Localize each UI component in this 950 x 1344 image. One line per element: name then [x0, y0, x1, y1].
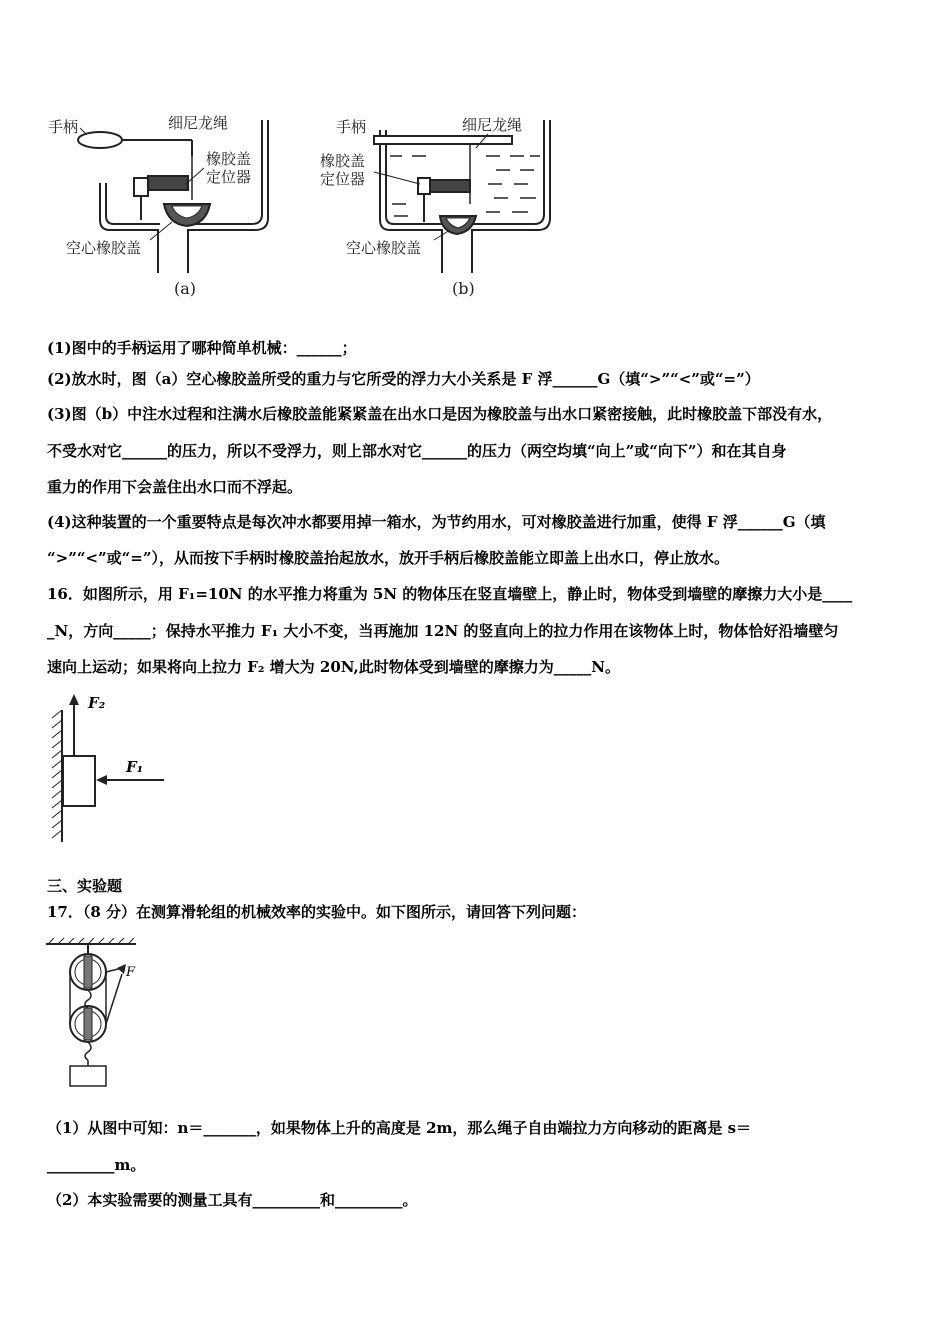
q15-part1: (1)图中的手柄运用了哪种简单机械：______； — [47, 339, 357, 357]
fig-b-rope-label: 细尼龙绳 — [462, 116, 523, 134]
fig-b-cap-label: 空心橡胶盖 — [346, 239, 422, 257]
fig-a-cap-label: 空心橡胶盖 — [66, 239, 142, 257]
free-rope-end — [106, 974, 122, 1024]
weight-block — [70, 1066, 106, 1086]
wall-block-figure — [40, 688, 180, 848]
f2-label: F₂ — [88, 694, 106, 712]
q15-part3-line2: 不受水对它______的压力，所以不受浮力，则上部水对它______的压力（两空均填“向上”或“向下”）和在其自身 — [47, 442, 787, 460]
fig-b-positioner-label-2: 定位器 — [320, 170, 366, 188]
q17-part2: （2）本实验需要的测量工具有_________和_________。 — [47, 1191, 418, 1209]
pulley-figure — [40, 934, 150, 1094]
pulley-diagram — [40, 934, 150, 1094]
block — [63, 756, 95, 806]
q15-part3-line3: 重力的作用下会盖住出水口而不浮起。 — [47, 478, 303, 496]
q15-part2: (2)放水时，图（a）空心橡胶盖所受的重力与它所受的浮力大小关系是 F 浮______G（填“>”“<”或“=”） — [47, 370, 760, 388]
q15-part4-line2: “>”“<”或“=”），从而按下手柄时橡胶盖抬起放水，放开手柄后橡胶盖能立即盖上出水口，停止放水。 — [47, 549, 729, 567]
wall-block-diagram — [40, 688, 180, 848]
fig-b-handle-label: 手柄 — [336, 118, 367, 136]
q15-part3-line1: (3)图（b）中注水过程和注满水后橡胶盖能紧紧盖在出水口是因为橡胶盖与出水口紧密接触，此时橡胶盖下部没有水， — [47, 405, 833, 423]
fig-a-handle-label: 手柄 — [48, 118, 79, 136]
pulley-f-label: F — [126, 965, 136, 980]
q15-part4-line1: (4)这种装置的一个重要特点是每次冲水都要用掉一箱水，为节约用水，可对橡胶盖进行加重，使得 F 浮______G（填 — [47, 513, 826, 531]
fig-a-positioner-label-2: 定位器 — [206, 168, 252, 186]
fig-b-caption: (b) — [452, 279, 475, 298]
q17-intro: 17．（8 分）在测算滑轮组的机械效率的实验中。如下图所示，请回答下列问题： — [47, 903, 587, 921]
f1-label: F₁ — [126, 758, 144, 776]
section3-title: 三、实验题 — [47, 877, 123, 895]
q16-line1: 16．如图所示，用 F₁=10N 的水平推力将重为 5N 的物体压在竖直墙壁上，静止时，物体受到墙壁的摩擦力大小是____ — [47, 585, 853, 603]
q17-part1-line2: _________m。 — [47, 1156, 146, 1174]
q17-part1-line1: （1）从图中可知：n＝_______，如果物体上升的高度是 2m，那么绳子自由端拉力方向移动的距离是 s＝ — [47, 1119, 752, 1137]
toilet-tank-figure — [40, 108, 580, 308]
fig-a-rope-label: 细尼龙绳 — [168, 114, 229, 132]
q16-line2: _N，方向_____；保持水平推力 F₁ 大小不变，当再施加 12N 的竖直向上的拉力作用在该物体上时，物体恰好沿墙壁匀 — [47, 622, 839, 640]
fig-a-caption: (a) — [174, 279, 197, 298]
fig-a-positioner-label-1: 橡胶盖 — [206, 150, 252, 168]
q16-line3: 速向上运动；如果将向上拉力 F₂ 增大为 20N,此时物体受到墙壁的摩擦力为_____N。 — [47, 658, 620, 676]
fig-b-positioner-label-1: 橡胶盖 — [320, 152, 366, 170]
toilet-tank-diagram — [40, 108, 580, 308]
